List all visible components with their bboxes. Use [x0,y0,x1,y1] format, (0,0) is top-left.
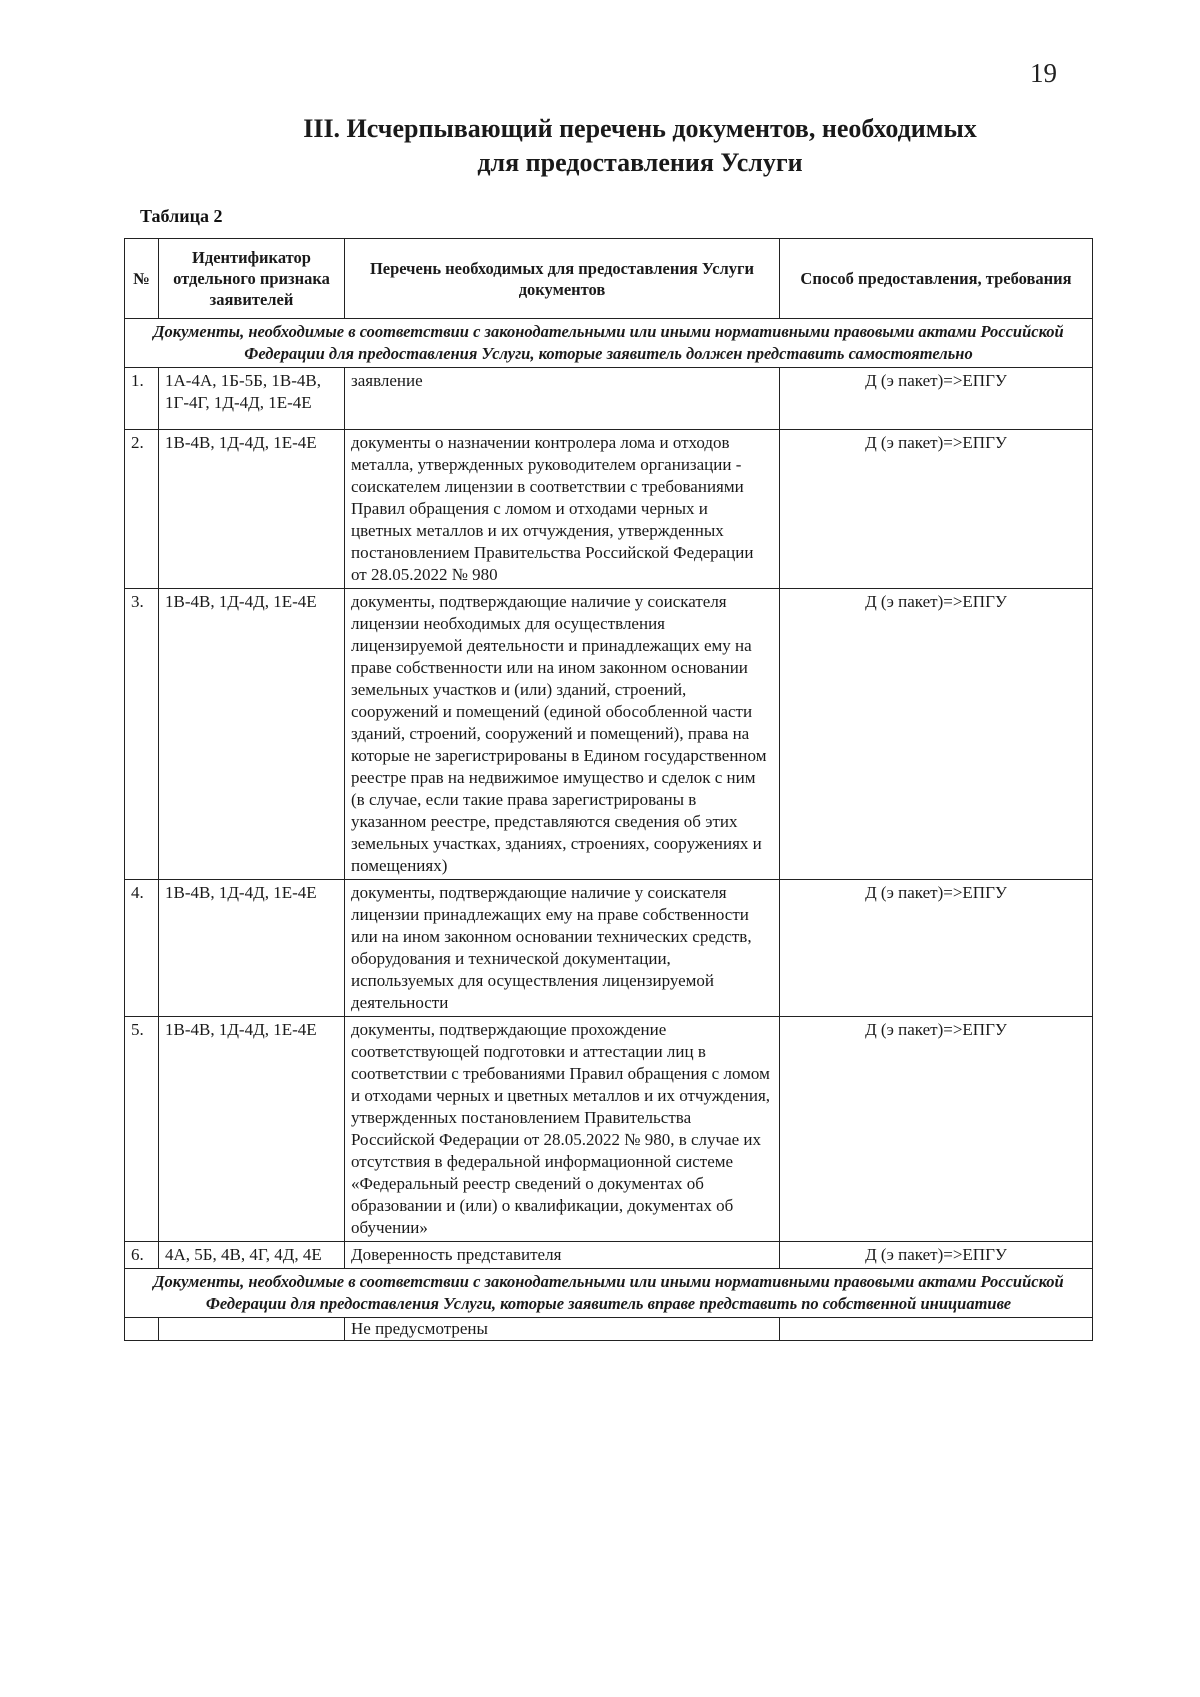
row-document: заявление [345,368,780,430]
header-identifier: Идентификатор отдельного признака заявителей [159,239,345,319]
section-row-optional [125,1269,1093,1318]
row-document: документы о назначении контролера лома и отходов металла, утвержденных руководителем организации - соискателем лицензии в соответствии с требованиями Правил обращения с ломом и отходами черных и цветных металлов и их отчуждения, утвержденных постановлением Правительства Российской Федерации от 28.05.2022 № 980 [345,430,780,589]
row-num-empty [125,1318,159,1341]
row-num: 1. [125,368,159,430]
row-document: Доверенность представителя [345,1242,780,1269]
table-row [125,1242,1093,1269]
section-title [250,112,1030,180]
table-row [125,1017,1093,1242]
row-num: 2. [125,430,159,589]
row-document: документы, подтверждающие наличие у соискателя лицензии необходимых для осуществления лицензируемой деятельности и принадлежащих ему на праве собственности или на ином законном основании земельных участков и (или) зданий, строений, сооружений и помещений (единой обособленной части зданий, строений, сооружений и помещений), права на которые не зарегистрированы в Едином государственном реестре прав на недвижимое имущество и сделок с ним (в случае, если такие права зарегистрированы в указанном реестре, представляются сведения об этих земельных участках, зданиях, строениях, сооружениях и помещениях) [345,589,780,880]
section-mandatory-text: Документы, необходимые в соответствии с законодательными или иными нормативными правовыми актами Российской Федерации для предоставления Услуги, которые заявитель должен представить самостоятельно [125,319,1093,368]
header-num: № [125,239,159,319]
documents-table [124,238,1093,1341]
header-method: Способ предоставления, требования [780,239,1093,319]
table-row-last [125,1318,1093,1341]
row-document: документы, подтверждающие прохождение соответствующей подготовки и аттестации лиц в соответствии с требованиями Правил обращения с ломом и отходами черных и цветных металлов и их отчуждения, утвержденных постановлением Правительства Российской Федерации от 28.05.2022 № 980, в случае их отсутствия в федеральной информационной системе «Федеральный реестр сведений о документах об образовании и (или) о квалификации, документах об обучении» [345,1017,780,1242]
row-num: 5. [125,1017,159,1242]
row-identifier: 1В-4В, 1Д-4Д, 1Е-4Е [159,589,345,880]
row-identifier: 1В-4В, 1Д-4Д, 1Е-4Е [159,1017,345,1242]
row-document: Не предусмотрены [345,1318,780,1341]
row-identifier: 1В-4В, 1Д-4Д, 1Е-4Е [159,880,345,1017]
row-identifier: 1В-4В, 1Д-4Д, 1Е-4Е [159,430,345,589]
row-method: Д (э пакет)=>ЕПГУ [780,1242,1093,1269]
page-number: 19 [1030,58,1057,88]
table-row [125,430,1093,589]
section-optional-text: Документы, необходимые в соответствии с законодательными или иными нормативными правовыми актами Российской Федерации для предоставления Услуги, которые заявитель вправе представить по собственной инициативе [125,1269,1093,1318]
row-method-empty [780,1318,1093,1341]
table-row [125,589,1093,880]
row-method: Д (э пакет)=>ЕПГУ [780,430,1093,589]
row-num: 4. [125,880,159,1017]
table-row [125,368,1093,430]
row-identifier-empty [159,1318,345,1341]
row-method: Д (э пакет)=>ЕПГУ [780,880,1093,1017]
header-row [125,239,1093,319]
row-method: Д (э пакет)=>ЕПГУ [780,589,1093,880]
row-method: Д (э пакет)=>ЕПГУ [780,368,1093,430]
section-row-mandatory [125,319,1093,368]
row-num: 6. [125,1242,159,1269]
row-identifier: 1А-4А, 1Б-5Б, 1В-4В, 1Г-4Г, 1Д-4Д, 1Е-4Е [159,368,345,430]
row-method: Д (э пакет)=>ЕПГУ [780,1017,1093,1242]
table-caption: Таблица 2 [140,206,223,226]
row-num: 3. [125,589,159,880]
row-document: документы, подтверждающие наличие у соискателя лицензии принадлежащих ему на праве собственности или на ином законном основании технических средств, оборудования и технической документации, используемых для осуществления лицензируемой деятельности [345,880,780,1017]
title-line-1: III. Исчерпывающий перечень документов, необходимых [303,114,977,143]
title-line-2: для предоставления Услуги [477,148,803,177]
row-identifier: 4А, 5Б, 4В, 4Г, 4Д, 4Е [159,1242,345,1269]
header-documents: Перечень необходимых для предоставления Услуги документов [345,239,780,319]
table-row [125,880,1093,1017]
